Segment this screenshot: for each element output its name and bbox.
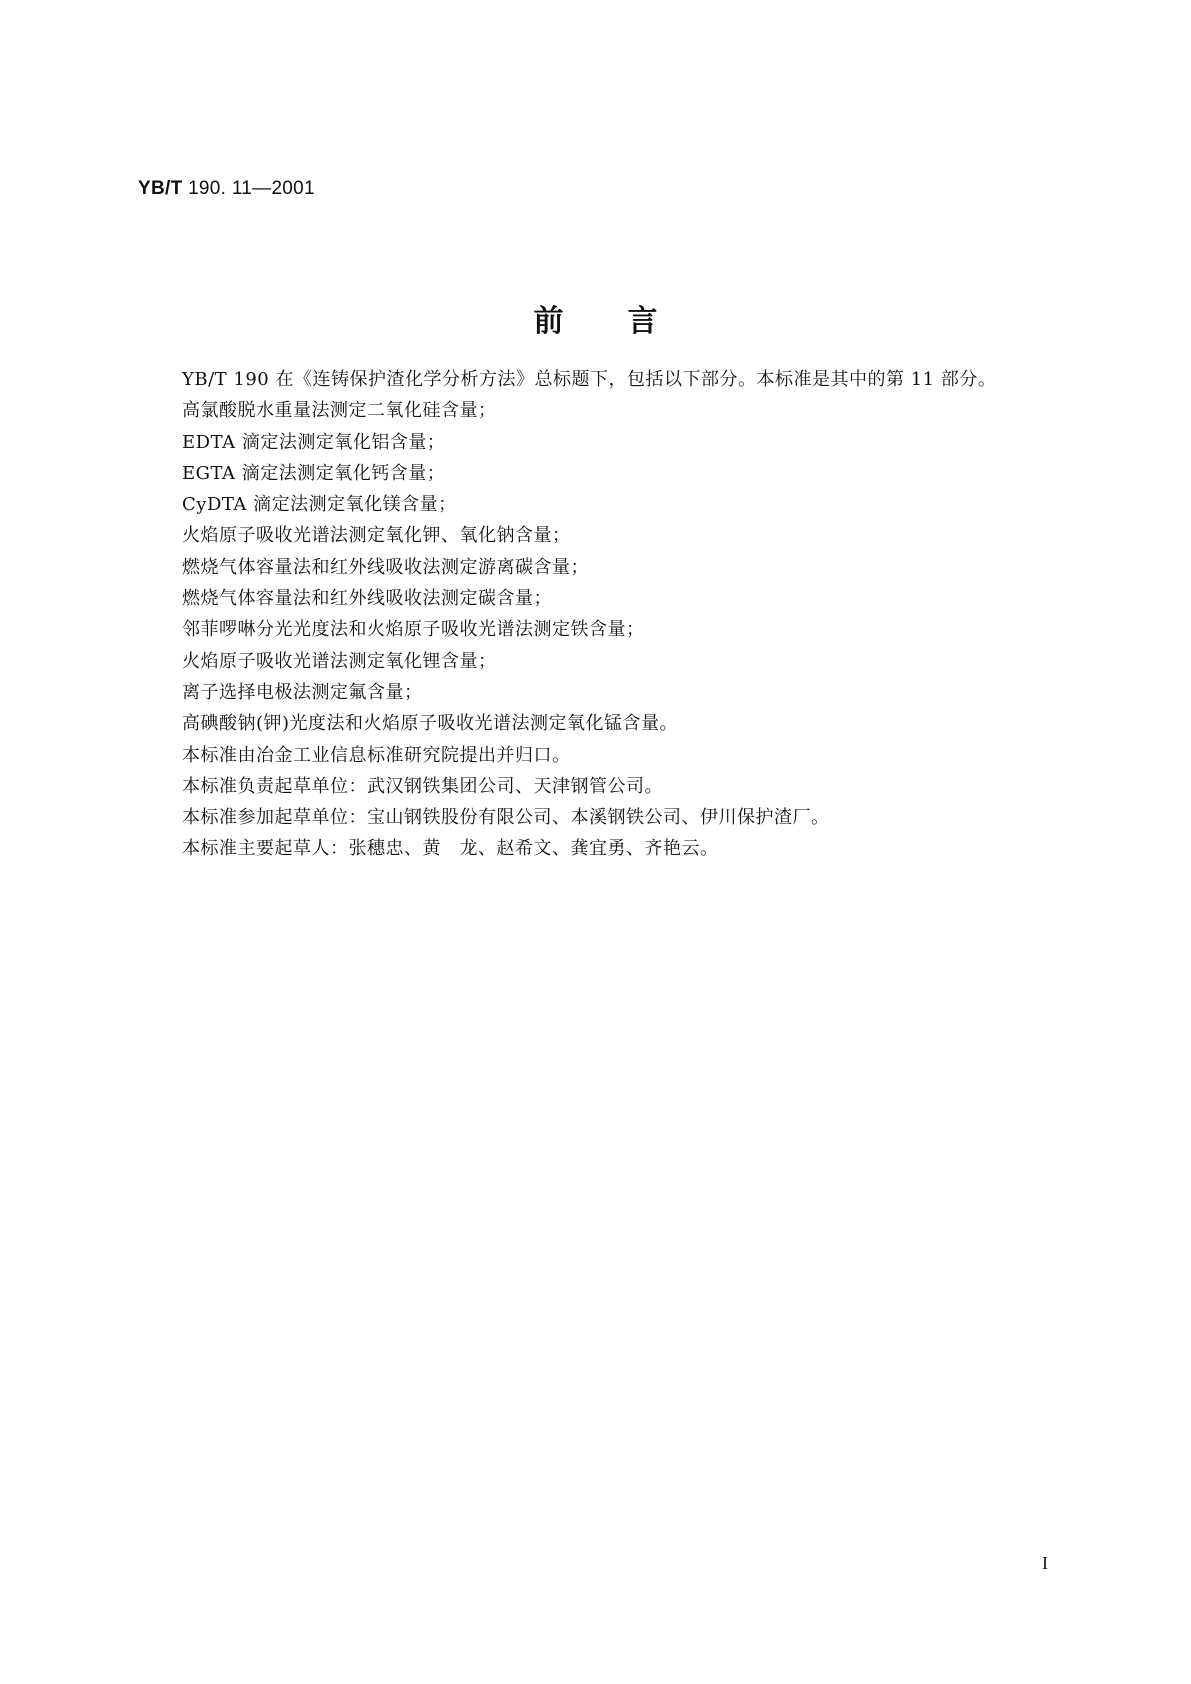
intro-paragraph: YB/T 190 在《连铸保护渣化学分析方法》总标题下，包括以下部分。本标准是其中的第 11 部分。 [182, 369, 997, 390]
foreword-body [182, 364, 1082, 865]
part-list-item: CyDTA 滴定法测定氧化镁含量； [182, 494, 457, 516]
part-list-item: 燃烧气体容量法和红外线吸收法测定碳含量； [182, 588, 552, 610]
part-list-item: 火焰原子吸收光谱法测定氧化钾、氧化钠含量； [182, 525, 571, 547]
drafting-units-statement: 本标准负责起草单位：武汉钢铁集团公司、天津钢管公司。 [182, 775, 663, 797]
part-list-item: 燃烧气体容量法和红外线吸收法测定游离碳含量； [182, 556, 589, 578]
part-list-item: 邻菲啰啉分光光度法和火焰原子吸收光谱法测定铁含量； [182, 619, 645, 641]
participating-units-statement: 本标准参加起草单位：宝山钢铁股份有限公司、本溪钢铁公司、伊川保护渣厂。 [182, 807, 830, 829]
part-list-item: EDTA 滴定法测定氧化铝含量； [182, 431, 446, 453]
standard-code-prefix: YB/T [138, 178, 183, 199]
drafters-statement: 本标准主要起草人：张穗忠、黄 龙、赵希文、龚宜勇、齐艳云。 [182, 838, 719, 860]
part-list-item: 火焰原子吸收光谱法测定氧化锂含量； [182, 650, 497, 672]
title-char-2: 言 [627, 304, 658, 339]
part-list-item: 高氯酸脱水重量法测定二氧化硅含量； [182, 400, 497, 422]
part-list-item: 离子选择电极法测定氟含量； [182, 681, 423, 703]
page-number: I [1042, 1553, 1048, 1573]
proposer-statement: 本标准由冶金工业信息标准研究院提出并归口。 [182, 744, 571, 766]
part-list-item: 高碘酸钠(钾)光度法和火焰原子吸收光谱法测定氧化锰含量。 [182, 713, 679, 735]
part-list-item: EGTA 滴定法测定氧化钙含量； [182, 462, 446, 484]
standard-code-number: 190. 11—2001 [182, 178, 315, 199]
standard-code-header [138, 178, 315, 200]
page-title [0, 296, 1191, 340]
title-char-1: 前 [533, 304, 564, 339]
